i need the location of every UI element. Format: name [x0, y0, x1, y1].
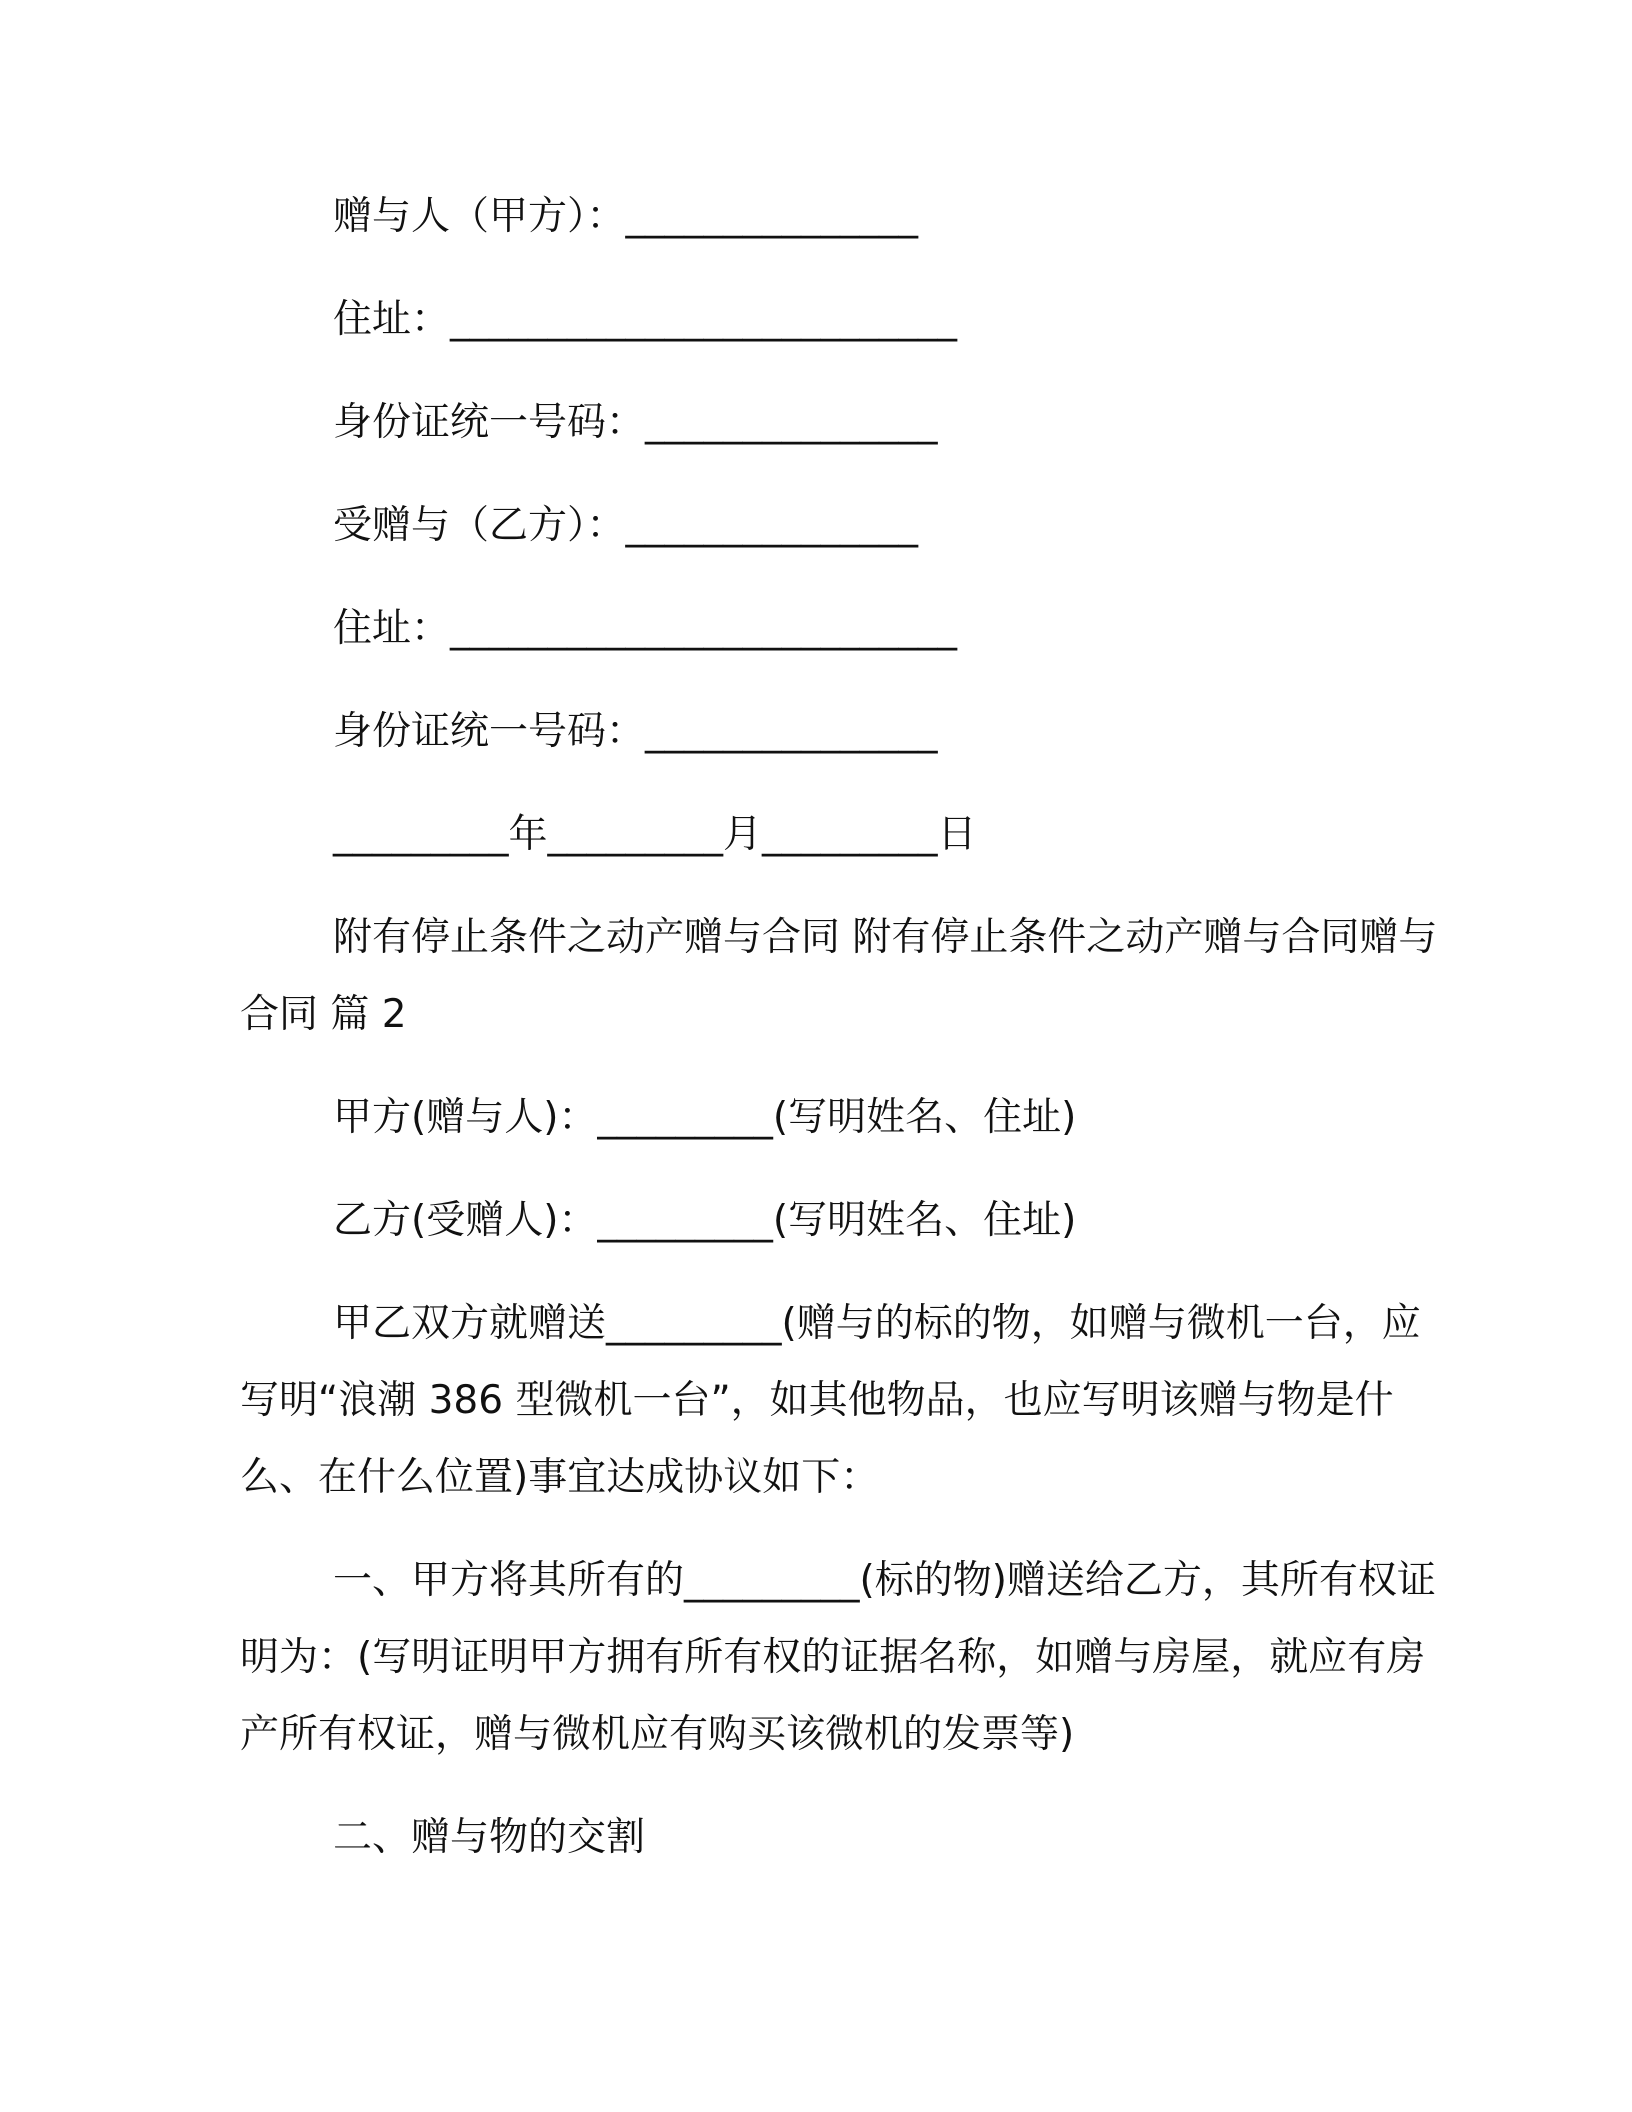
- section-title-line-2: 合同 篇 2: [240, 992, 407, 1037]
- section-title-line-1: 附有停止条件之动产赠与合同 附有停止条件之动产赠与合同赠与: [333, 915, 1438, 960]
- date-line: _________年_________月_________日: [333, 812, 977, 857]
- donor-id-field: 身份证统一号码：_______________: [333, 400, 938, 445]
- donee-party-b-field: 受赠与（乙方）：_______________: [333, 503, 919, 548]
- clause-1-line-3: 产所有权证，赠与微机应有购买该微机的发票等): [240, 1712, 1075, 1757]
- donee-id-field: 身份证统一号码：_______________: [333, 709, 938, 754]
- intro-paragraph-line-1: 甲乙双方就赠送_________(赠与的标的物，如赠与微机一台，应: [333, 1301, 1421, 1346]
- donee-address-field: 住址：__________________________: [333, 606, 958, 651]
- clause-1-line-2: 明为：(写明证明甲方拥有所有权的证据名称，如赠与房屋，就应有房: [240, 1635, 1426, 1680]
- clause-1-line-1: 一、甲方将其所有的_________(标的物)赠送给乙方，其所有权证: [333, 1558, 1436, 1603]
- intro-paragraph-line-3: 么、在什么位置)事宜达成协议如下：: [240, 1455, 880, 1500]
- party-b-line: 乙方(受赠人)：_________(写明姓名、住址): [333, 1198, 1077, 1243]
- intro-paragraph-line-2: 写明“浪潮 386 型微机一台”，如其他物品，也应写明该赠与物是什: [240, 1378, 1394, 1423]
- party-a-line: 甲方(赠与人)：_________(写明姓名、住址): [333, 1095, 1077, 1140]
- donor-party-a-field: 赠与人（甲方）：_______________: [333, 194, 919, 239]
- clause-2-title: 二、赠与物的交割: [333, 1815, 646, 1860]
- donor-address-field: 住址：__________________________: [333, 297, 958, 342]
